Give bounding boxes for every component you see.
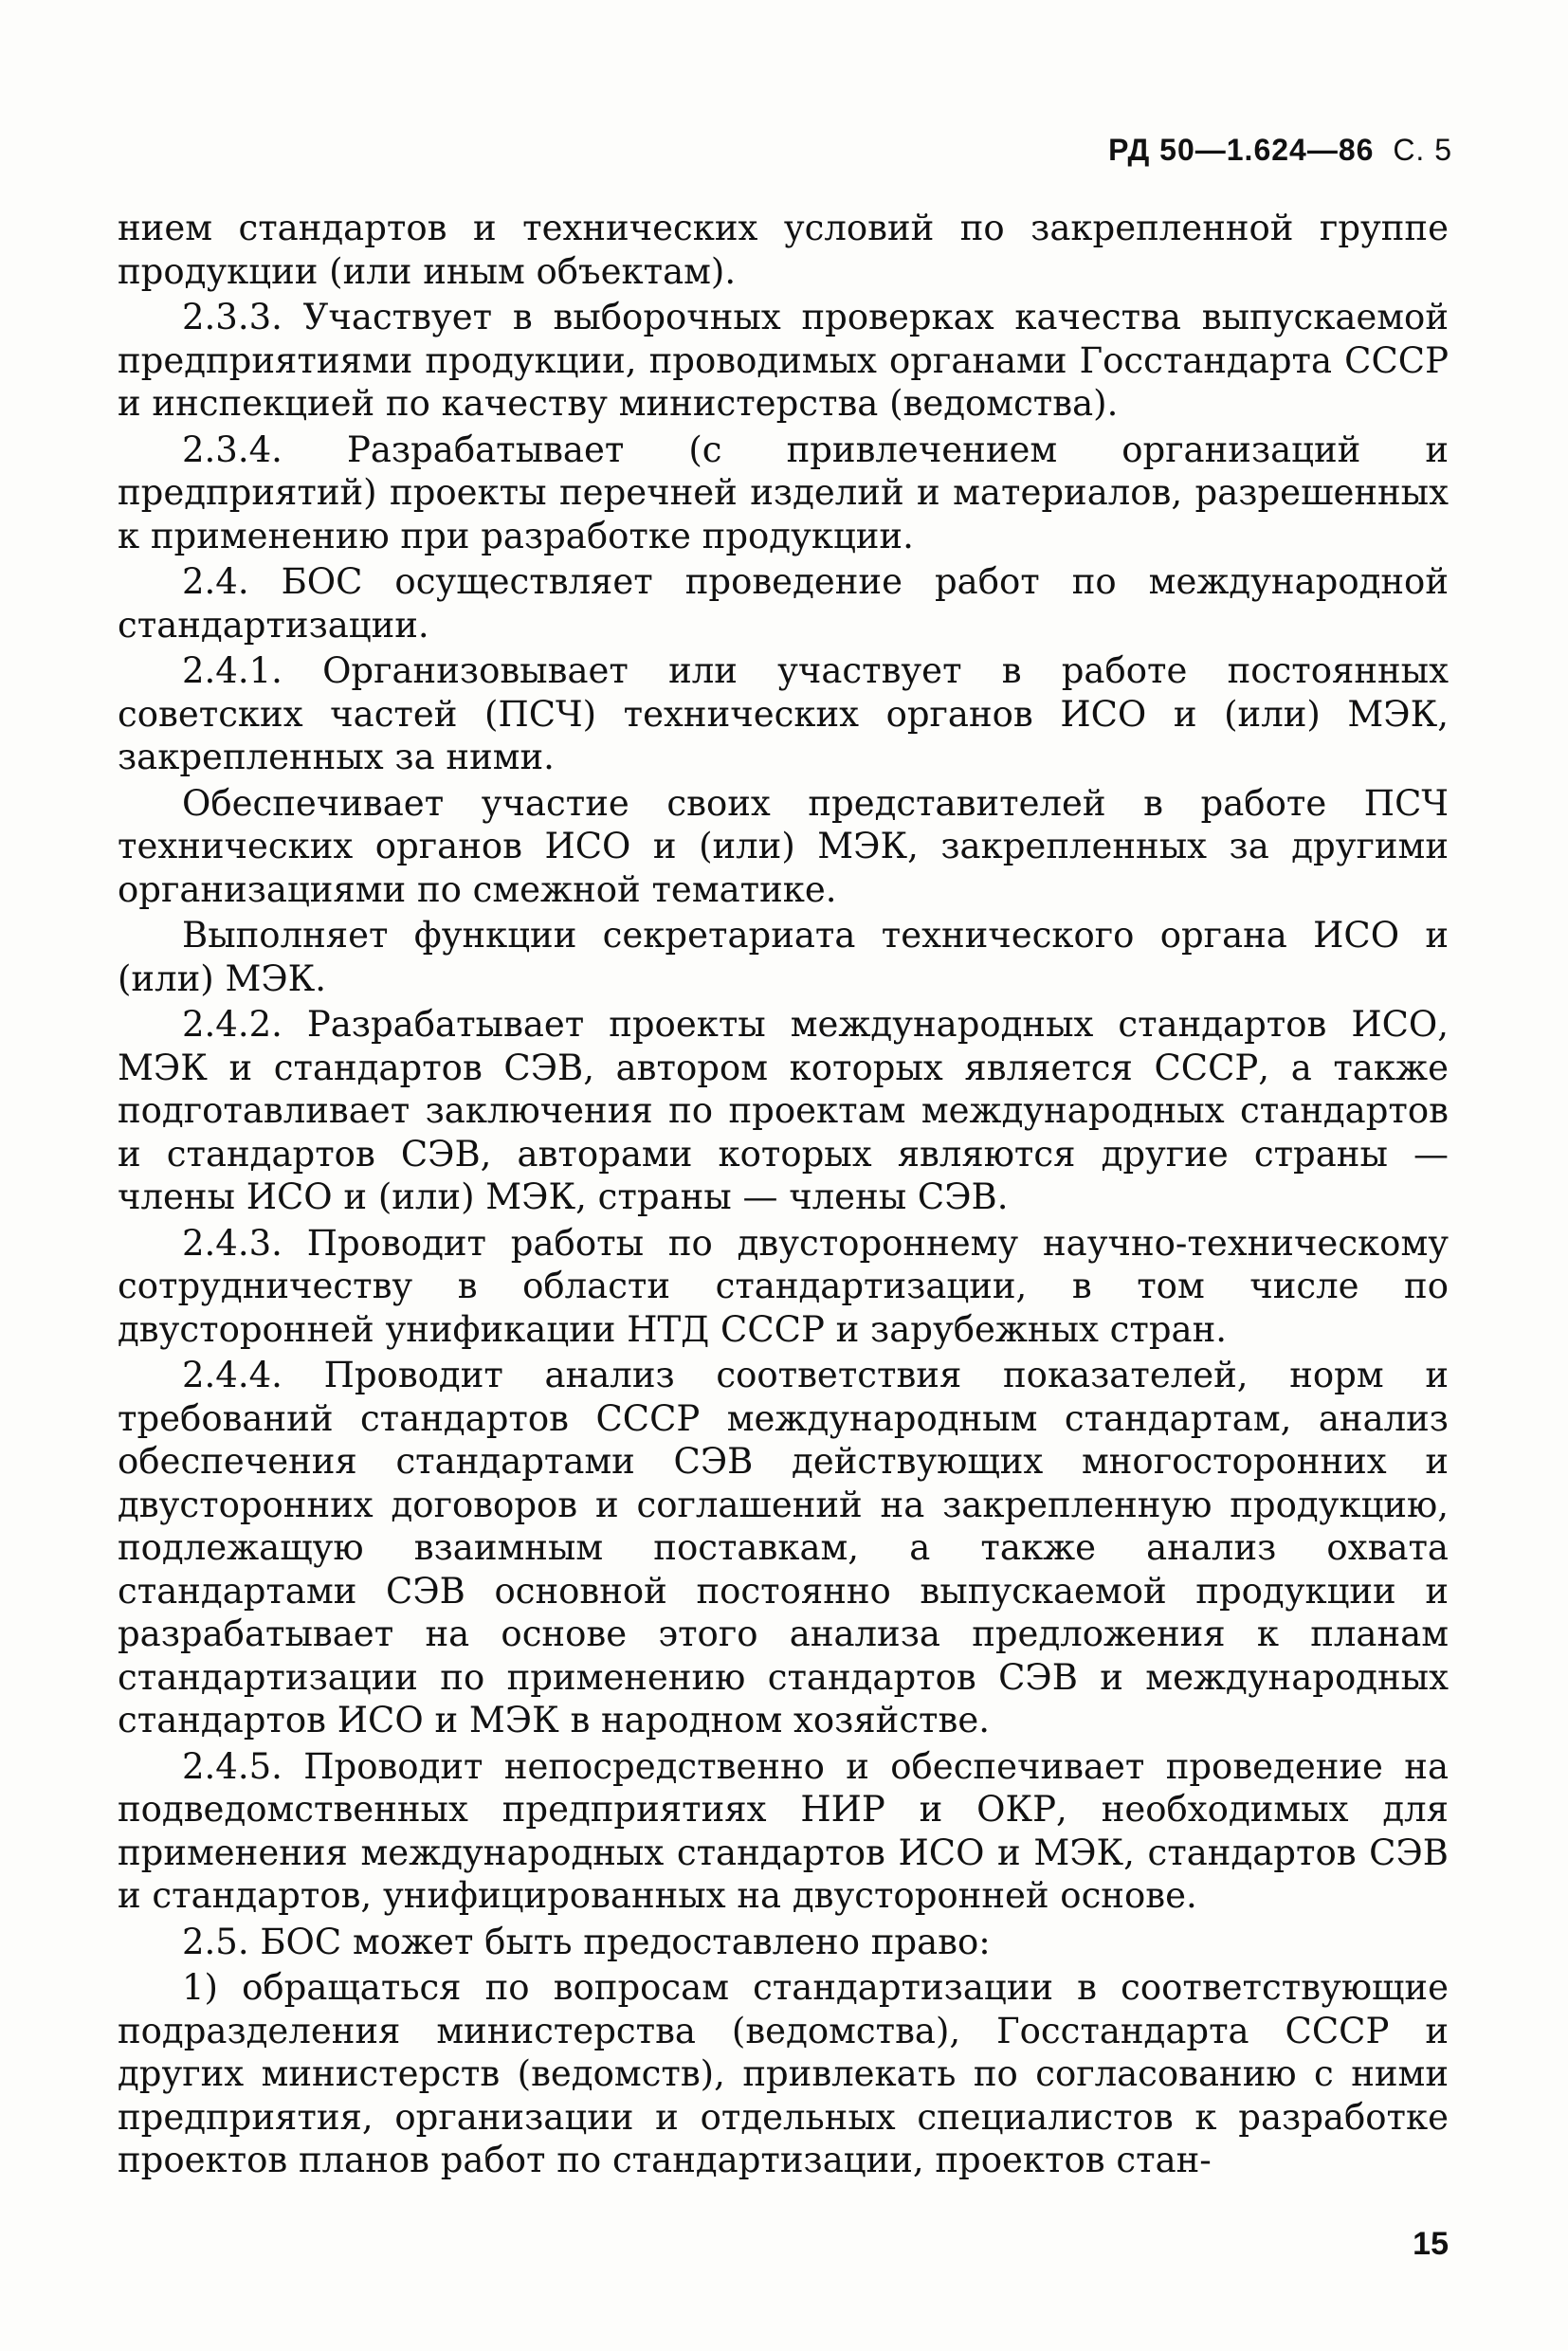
paragraph: 2.4.3. Проводит работы по двустороннему научно-техническому сотрудничеству в области стандартизации, в том числе по двусторонней унификации НТД СССР и зарубежных стран. <box>118 1222 1449 1350</box>
paragraph: Обеспечивает участие своих представителей в работе ПСЧ технических органов ИСО и (или) МЭК, закрепленных за другими организациями по смежной тематике. <box>118 782 1449 910</box>
paragraph: 2.5. БОС может быть предоставлено право: <box>182 1921 991 1962</box>
paragraph: 2.4.2. Разрабатывает проекты международных стандартов ИСО, МЭК и стандартов СЭВ, автором которых является СССР, а также подготавливает заключения по проектам международных стандартов и стандартов СЭВ, авторами которых являются другие страны — члены ИСО и (или) МЭК, страны — члены СЭВ. <box>118 1004 1449 1217</box>
page-number: 15 <box>1413 2226 1449 2262</box>
paragraph: Выполняет функции секретариата технического органа ИСО и (или) МЭК. <box>118 915 1449 999</box>
paragraph: 2.3.4. Разрабатывает (с привлечением организаций и предприятий) проекты перечней изделий и материалов, разрешенных к применению при разработке продукции. <box>118 428 1449 556</box>
page-label: С. 5 <box>1393 133 1452 167</box>
document-code: РД 50—1.624—86 <box>1108 133 1375 167</box>
paragraph: нием стандартов и технических условий по закрепленной группе продукции (или иным объектам). <box>118 208 1449 292</box>
body-text <box>118 207 1449 2185</box>
paragraph: 2.4.4. Проводит анализ соответствия показателей, норм и требований стандартов СССР международным стандартам, анализ обеспечения стандартами СЭВ действующих многосторонних и двусторонних договоров и соглашений на закрепленную продукцию, подлежащую взаимным поставкам, а также анализ охвата стандартами СЭВ основной постоянно выпускаемой продукции и разрабатывает на основе этого анализа предложения к планам стандартизации по применению стандартов СЭВ и международных стандартов ИСО и МЭК в народном хозяйстве. <box>118 1355 1449 1740</box>
paragraph: 2.4. БОС осуществляет проведение работ по международной стандартизации. <box>118 561 1449 646</box>
paragraph: 2.4.5. Проводит непосредственно и обеспечивает проведение на подведомственных предприятиях НИР и ОКР, необходимых для применения международных стандартов ИСО и МЭК, стандартов СЭВ и стандартов, унифицированных на двусторонней основе. <box>118 1745 1449 1916</box>
paragraph: 2.3.3. Участвует в выборочных проверках качества выпускаемой предприятиями продукции, проводимых органами Госстандарта СССР и инспекцией по качеству министерства (ведомства). <box>118 297 1449 424</box>
paragraph: 2.4.1. Организовывает или участвует в работе постоянных советских частей (ПСЧ) технических органов ИСО и (или) МЭК, закрепленных за ними. <box>118 650 1449 777</box>
page-header <box>1108 133 1452 168</box>
paragraph: 1) обращаться по вопросам стандартизации в соответствующие подразделения министерства (ведомства), Госстандарта СССР и других министерств (ведомств), привлекать по согласованию с ними предприятия, организации и отдельных специалистов к разработке проектов планов работ по стандартизации, проектов стан- <box>118 1967 1449 2180</box>
